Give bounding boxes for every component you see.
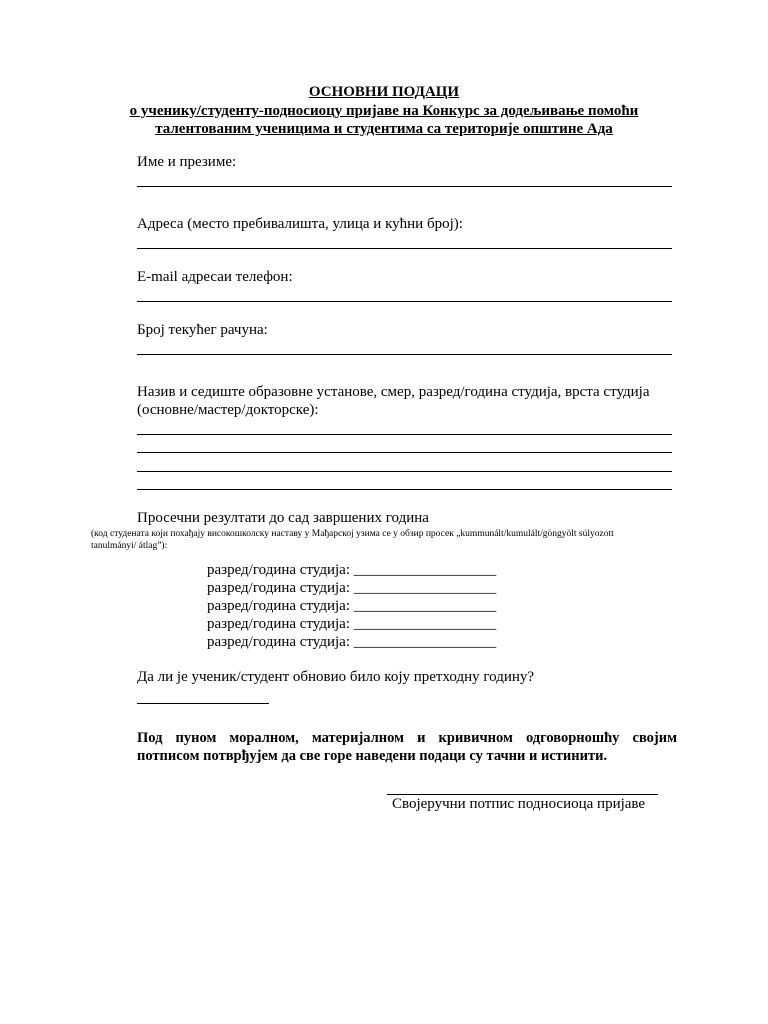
results-note-line2: tanulmányi/ átlag”): — [91, 541, 168, 551]
name-field-line[interactable] — [137, 186, 672, 187]
address-field-line[interactable] — [137, 248, 672, 249]
address-label: Адреса (место пребивалишта, улица и кућни број): — [137, 216, 463, 232]
repeat-question-label: Да ли је ученик/студент обновио било коју претходну годину? — [137, 669, 535, 685]
repeat-answer-line[interactable] — [137, 703, 269, 704]
institution-field-line-4[interactable] — [137, 489, 672, 490]
results-row[interactable]: разред/година студија: ___________________ — [207, 562, 497, 578]
page-subtitle-line2: талентованим ученицима и студентима са територије општине Ада — [155, 121, 613, 137]
results-note — [91, 528, 691, 552]
institution-field-line-3[interactable] — [137, 471, 672, 472]
institution-field-line-2[interactable] — [137, 452, 672, 453]
declaration-line2: потписом потврђујем да све горе наведени подаци су тачни и истинити. — [137, 748, 608, 764]
institution-field-line-1[interactable] — [137, 434, 672, 435]
results-heading: Просечни резултати до сад завршених година — [137, 510, 429, 526]
account-field-line[interactable] — [137, 354, 672, 355]
results-note-line1: (код студената који похађају високошколску наставу у Мађарској узима се у обзир просек „kummunált/kumulált/göngyölt súlyozott — [91, 529, 614, 539]
account-label: Број текућег рачуна: — [137, 322, 268, 338]
results-row[interactable]: разред/година студија: ___________________ — [207, 616, 497, 632]
results-row[interactable]: разред/година студија: ___________________ — [207, 598, 497, 614]
results-row[interactable]: разред/година студија: ___________________ — [207, 634, 497, 650]
email-phone-field-line[interactable] — [137, 301, 672, 302]
results-row[interactable]: разред/година студија: ___________________ — [207, 580, 497, 596]
email-phone-label: E-mail адресаи телефон: — [137, 269, 293, 285]
page-title: ОСНОВНИ ПОДАЦИ — [308, 84, 460, 100]
signature-line[interactable] — [387, 794, 658, 795]
declaration-line1: Под пуном моралном, материјалном и кривичном одговорношћу својим — [137, 730, 677, 746]
signature-caption: Својеручни потпис подносиоца пријаве — [392, 796, 646, 812]
institution-label-line2: (основне/мастер/докторске): — [137, 402, 319, 418]
page-subtitle-line1: о ученику/студенту-подносиоцу пријаве на Конкурс за додељивање помоћи — [129, 103, 639, 119]
institution-label-line1: Назив и седиште образовне установе, смер, разред/година студија, врста студија — [137, 384, 650, 400]
name-label: Име и презиме: — [137, 154, 237, 170]
